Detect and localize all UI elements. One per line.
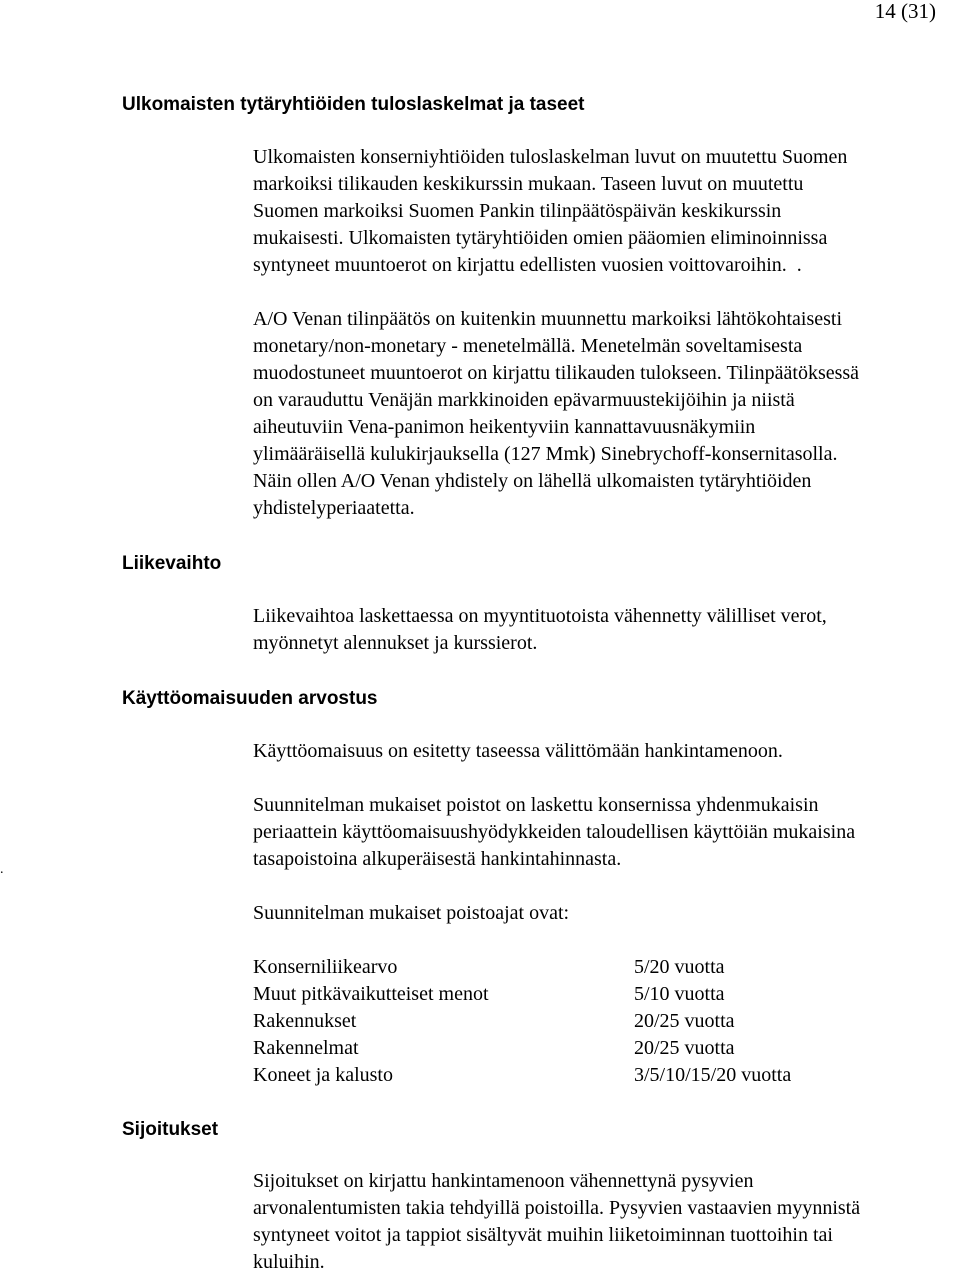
page-number: 14 (31) (874, 0, 936, 23)
depreciation-item-period: 20/25 vuotta (634, 1037, 735, 1059)
text-line: ylimääräisellä kulukirjauksella (127 Mmk) Sinebrychoff-konsernitasolla. (253, 443, 838, 465)
depreciation-item-period: 5/20 vuotta (634, 956, 725, 978)
paragraph-depreciation-method (253, 792, 960, 873)
text-line: monetary/non-monetary - menetelmällä. Menetelmän soveltamisesta (253, 335, 803, 357)
text-line: Liikevaihtoa laskettaessa on myyntituotoista vähennetty välilliset verot, (253, 605, 827, 627)
heading-foreign-subsidiaries: Ulkomaisten tytäryhtiöiden tuloslaskelmat ja taseet (122, 94, 585, 115)
heading-fixed-assets: Käyttöomaisuuden arvostus (122, 688, 378, 709)
depreciation-item-name: Muut pitkävaikutteiset menot (253, 983, 489, 1005)
text-line: markoiksi tilikauden keskikurssin mukaan. Taseen luvut on muutettu (253, 173, 804, 195)
text-line: on varauduttu Venäjän markkinoiden epävarmuustekijöihin ja niistä (253, 389, 795, 411)
text-line: arvonalentumisten takia tehdyillä poistoilla. Pysyvien vastaavien myynnistä (253, 1197, 861, 1219)
paragraph-depreciation-periods-intro (253, 900, 960, 927)
text-line: yhdistelyperiaatetta. (253, 497, 415, 519)
paragraph-fixed-assets-cost (253, 738, 960, 765)
text-line: Suomen markoiksi Suomen Pankin tilinpäätöspäivän keskikurssin (253, 200, 782, 222)
text-line: muodostuneet muuntoerot on kirjattu tilikauden tulokseen. Tilinpäätöksessä (253, 362, 860, 384)
text-line: syntyneet voitot ja tappiot sisältyvät muihin liiketoiminnan tuottoihin tai (253, 1224, 833, 1246)
paragraph-investments (253, 1168, 960, 1276)
text-line: Ulkomaisten konserniyhtiöiden tuloslaskelman luvut on muutettu Suomen (253, 146, 848, 168)
text-line: aiheutuviin Vena-panimon heikentyviin kannattavuusnäkymiin (253, 416, 756, 438)
text-line: Käyttöomaisuus on esitetty taseessa välittömään hankintamenoon. (253, 740, 783, 762)
depreciation-item-name: Koneet ja kalusto (253, 1064, 393, 1086)
text-line: Suunnitelman mukaiset poistot on laskettu konsernissa yhdenmukaisin (253, 794, 819, 816)
depreciation-item-name: Rakennelmat (253, 1037, 359, 1059)
stray-mark: . (0, 862, 4, 877)
text-line: kuluihin. (253, 1251, 325, 1273)
paragraph-currency-translation (253, 144, 960, 279)
paragraph-vena-translation (253, 306, 960, 522)
paragraph-revenue (253, 603, 960, 657)
heading-investments: Sijoitukset (122, 1119, 219, 1140)
depreciation-item-period: 3/5/10/15/20 vuotta (634, 1064, 792, 1086)
depreciation-item-period: 20/25 vuotta (634, 1010, 735, 1032)
text-line: Näin ollen A/O Venan yhdistely on lähellä ulkomaisten tytäryhtiöiden (253, 470, 812, 492)
text-line: syntyneet muuntoerot on kirjattu edellisten vuosien voittovaroihin. . (253, 254, 802, 276)
text-line: periaattein käyttöomaisuushyödykkeiden taloudellisen käyttöiän mukaisina (253, 821, 856, 843)
text-line: Suunnitelman mukaiset poistoajat ovat: (253, 902, 570, 924)
text-line: A/O Venan tilinpäätös on kuitenkin muunnettu markoiksi lähtökohtaisesti (253, 308, 843, 330)
text-line: tasapoistoina alkuperäisestä hankintahinnasta. (253, 848, 622, 870)
depreciation-item-period: 5/10 vuotta (634, 983, 725, 1005)
heading-revenue: Liikevaihto (122, 553, 222, 574)
text-line: Sijoitukset on kirjattu hankintamenoon vähennettynä pysyvien (253, 1170, 754, 1192)
text-line: mukaisesti. Ulkomaisten tytäryhtiöiden omien pääomien eliminoinnissa (253, 227, 828, 249)
depreciation-item-name: Konserniliikearvo (253, 956, 398, 978)
text-line: myönnetyt alennukset ja kurssierot. (253, 632, 538, 654)
depreciation-item-name: Rakennukset (253, 1010, 357, 1032)
